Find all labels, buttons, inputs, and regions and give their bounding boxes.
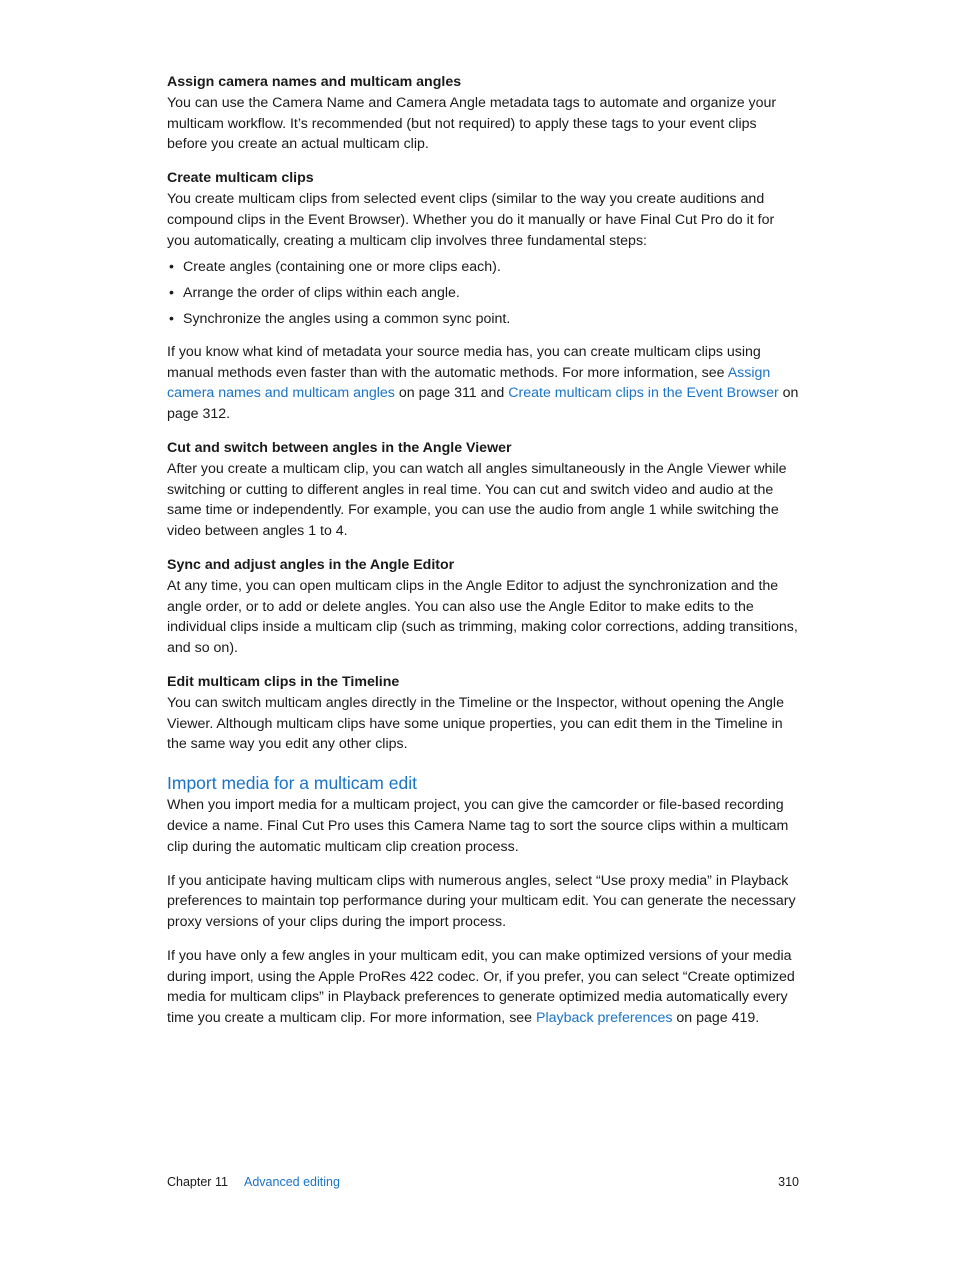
section-edit-timeline bbox=[167, 672, 799, 755]
section-heading: Assign camera names and multicam angles bbox=[167, 74, 462, 90]
section-followup: If you know what kind of metadata your source media has, you can create multicam clips using manual methods even faster than with the automatic methods. For more information, see Assign camera names and multicam angles on page 311 and Create multicam clips in the Event Browser on page 312. bbox=[167, 343, 799, 423]
section-heading: Cut and switch between angles in the Angle Viewer bbox=[167, 439, 512, 456]
link-playback-preferences[interactable]: Playback preferences bbox=[536, 1010, 673, 1027]
link-create-multicam-event-browser[interactable]: Create multicam clips in the Event Browser bbox=[508, 385, 779, 402]
import-paragraph-1: When you import media for a multicam project, you can give the camcorder or file-based recording device a name. Final Cut Pro uses this Camera Name tag to sort the source clips within a multicam clip during the automatic multicam clip creation process. bbox=[167, 797, 789, 855]
list-item: • Synchronize the angles using a common sync point. bbox=[167, 309, 799, 330]
section-heading: Edit multicam clips in the Timeline bbox=[167, 673, 400, 690]
section-heading: Sync and adjust angles in the Angle Editor bbox=[167, 556, 455, 573]
section-body: You can switch multicam angles directly in the Timeline or the Inspector, without opening the Angle Viewer. Although multicam clips have some unique properties, you can edit them in the Timeline in the same way you edit any other clips. bbox=[167, 694, 784, 753]
section-create-multicam-clips bbox=[167, 168, 799, 425]
page-footer bbox=[167, 1172, 799, 1192]
footer-chapter: Chapter 11 bbox=[167, 1175, 228, 1189]
section-angle-viewer bbox=[167, 438, 799, 542]
section-body: You create multicam clips from selected event clips (similar to the way you create auditions and compound clips in the Event Browser). Whether you do it manually or have Final Cut Pro do it for you automatically, creating a multicam clip involves three fundamental steps: bbox=[167, 190, 775, 249]
bullet-icon: • bbox=[169, 285, 174, 302]
page-content bbox=[167, 72, 799, 1029]
section-assign-camera-names bbox=[167, 72, 799, 155]
page-number: 310 bbox=[778, 1175, 799, 1189]
bullet-icon: • bbox=[169, 259, 174, 276]
footer-chapter-link[interactable]: Advanced editing bbox=[244, 1175, 340, 1189]
import-paragraph-2: If you anticipate having multicam clips with numerous angles, select “Use proxy media” in Playback preferences to maintain top performance during your multicam edit. You can generate the necessary proxy versions of your clips during the import process. bbox=[167, 872, 796, 931]
steps-list bbox=[167, 257, 799, 329]
section-body: You can use the Camera Name and Camera Angle metadata tags to automate and organize your multicam workflow. It’s recommended (but not required) to apply these tags to your event clips before you create an actual multicam clip. bbox=[167, 94, 777, 153]
list-item: • Create angles (containing one or more clips each). bbox=[167, 257, 799, 278]
section-heading: Create multicam clips bbox=[167, 170, 314, 187]
section-angle-editor bbox=[167, 555, 799, 659]
bullet-icon: • bbox=[169, 310, 174, 327]
section-body: At any time, you can open multicam clips in the Angle Editor to adjust the synchronization and the angle order, or to add or delete angles. You can also use the Angle Editor to make edits to the individual clips inside a multicam clip (such as trimming, making color corrections, adding transitions, and so on). bbox=[167, 577, 798, 657]
link-assign-camera-names[interactable]: Assign camera names and multicam angles bbox=[167, 364, 771, 402]
list-item: • Arrange the order of clips within each angle. bbox=[167, 283, 799, 304]
import-paragraph-3: If you have only a few angles in your multicam edit, you can make optimized versions of your media during import, using the Apple ProRes 422 codec. Or, if you prefer, you can select “Create optimized media for multicam clips” in Playback preferences to generate optimized media automatically every time you create a multicam clip. For more information, see Playback preferences on page 419. bbox=[167, 947, 795, 1027]
section-body: After you create a multicam clip, you can watch all angles simultaneously in the Angle Viewer while switching or cutting to different angles in real time. You can cut and switch video and audio at the same time or independently. For example, you can use the audio from angle 1 while switching the video between angles 1 to 4. bbox=[167, 460, 787, 540]
import-section-title: Import media for a multicam edit bbox=[167, 773, 417, 794]
